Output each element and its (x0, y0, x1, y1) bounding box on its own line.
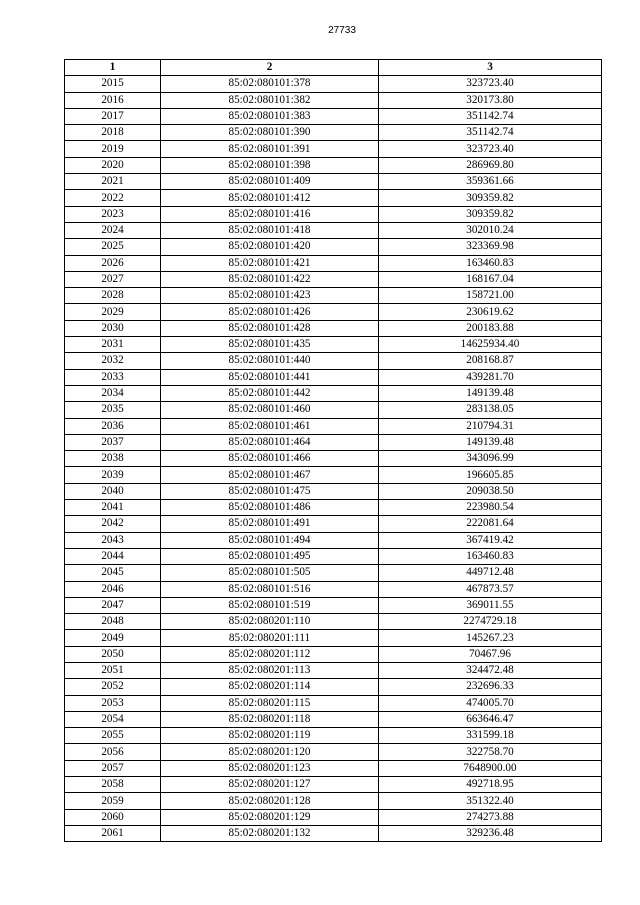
row-number-cell: 2057 (65, 760, 161, 776)
row-number-cell: 2053 (65, 695, 161, 711)
table-row (65, 825, 602, 841)
cadastral-number-cell: 85:02:080101:420 (161, 239, 379, 255)
cadastral-number-cell: 85:02:080101:378 (161, 76, 379, 92)
row-number-cell: 2048 (65, 614, 161, 630)
table-row (65, 174, 602, 190)
cadastral-number-cell: 85:02:080101:391 (161, 141, 379, 157)
table-row (65, 500, 602, 516)
row-number-cell: 2058 (65, 777, 161, 793)
table-row (65, 141, 602, 157)
cadastral-number-cell: 85:02:080201:118 (161, 711, 379, 727)
cadastral-number-cell: 85:02:080201:110 (161, 614, 379, 630)
table-row (65, 793, 602, 809)
cadastral-value-cell: 200183.88 (379, 320, 602, 336)
row-number-cell: 2033 (65, 369, 161, 385)
cadastral-number-cell: 85:02:080101:475 (161, 483, 379, 499)
cadastral-value-cell: 274273.88 (379, 809, 602, 825)
cadastral-number-cell: 85:02:080201:127 (161, 777, 379, 793)
cadastral-number-cell: 85:02:080101:428 (161, 320, 379, 336)
cadastral-number-cell: 85:02:080101:412 (161, 190, 379, 206)
row-number-cell: 2024 (65, 222, 161, 238)
row-number-cell: 2049 (65, 630, 161, 646)
table-row (65, 288, 602, 304)
cadastral-value-cell: 351142.74 (379, 108, 602, 124)
row-number-cell: 2039 (65, 467, 161, 483)
cadastral-number-cell: 85:02:080101:398 (161, 157, 379, 173)
table-row (65, 679, 602, 695)
column-header-3: 3 (379, 60, 602, 76)
cadastral-number-cell: 85:02:080101:464 (161, 434, 379, 450)
cadastral-value-cell: 149139.48 (379, 434, 602, 450)
row-number-cell: 2056 (65, 744, 161, 760)
table-header-row (65, 60, 602, 76)
row-number-cell: 2060 (65, 809, 161, 825)
table-row (65, 728, 602, 744)
cadastral-number-cell: 85:02:080101:426 (161, 304, 379, 320)
cadastral-number-cell: 85:02:080101:421 (161, 255, 379, 271)
cadastral-value-cell: 232696.33 (379, 679, 602, 695)
column-header-2: 2 (161, 60, 379, 76)
table-row (65, 434, 602, 450)
row-number-cell: 2052 (65, 679, 161, 695)
row-number-cell: 2015 (65, 76, 161, 92)
cadastral-value-cell: 367419.42 (379, 532, 602, 548)
row-number-cell: 2019 (65, 141, 161, 157)
cadastral-value-cell: 302010.24 (379, 222, 602, 238)
table-row (65, 532, 602, 548)
row-number-cell: 2055 (65, 728, 161, 744)
cadastral-value-cell: 196605.85 (379, 467, 602, 483)
row-number-cell: 2025 (65, 239, 161, 255)
cadastral-value-cell: 331599.18 (379, 728, 602, 744)
table-row (65, 646, 602, 662)
row-number-cell: 2035 (65, 402, 161, 418)
cadastral-value-cell: 323369.98 (379, 239, 602, 255)
table-row (65, 157, 602, 173)
table-row (65, 76, 602, 92)
row-number-cell: 2028 (65, 288, 161, 304)
table-row (65, 385, 602, 401)
table-row (65, 206, 602, 222)
table-row (65, 418, 602, 434)
table-row (65, 222, 602, 238)
cadastral-number-cell: 85:02:080201:120 (161, 744, 379, 760)
cadastral-value-cell: 467873.57 (379, 581, 602, 597)
cadastral-number-cell: 85:02:080101:494 (161, 532, 379, 548)
cadastral-number-cell: 85:02:080201:114 (161, 679, 379, 695)
table-row (65, 777, 602, 793)
cadastral-number-cell: 85:02:080101:435 (161, 337, 379, 353)
cadastral-number-cell: 85:02:080201:111 (161, 630, 379, 646)
cadastral-value-cell: 343096.99 (379, 451, 602, 467)
row-number-cell: 2054 (65, 711, 161, 727)
table-row (65, 581, 602, 597)
cadastral-number-cell: 85:02:080101:467 (161, 467, 379, 483)
cadastral-value-cell: 309359.82 (379, 190, 602, 206)
cadastral-value-cell: 359361.66 (379, 174, 602, 190)
cadastral-value-cell: 351142.74 (379, 125, 602, 141)
row-number-cell: 2029 (65, 304, 161, 320)
cadastral-value-cell: 158721.00 (379, 288, 602, 304)
table-row (65, 451, 602, 467)
row-number-cell: 2042 (65, 516, 161, 532)
cadastral-value-table (64, 59, 602, 842)
cadastral-number-cell: 85:02:080201:113 (161, 662, 379, 678)
cadastral-number-cell: 85:02:080101:390 (161, 125, 379, 141)
row-number-cell: 2027 (65, 271, 161, 287)
cadastral-number-cell: 85:02:080101:461 (161, 418, 379, 434)
row-number-cell: 2023 (65, 206, 161, 222)
table-row (65, 108, 602, 124)
row-number-cell: 2047 (65, 597, 161, 613)
cadastral-number-cell: 85:02:080101:486 (161, 500, 379, 516)
cadastral-number-cell: 85:02:080101:491 (161, 516, 379, 532)
row-number-cell: 2051 (65, 662, 161, 678)
table-row (65, 353, 602, 369)
cadastral-value-cell: 208168.87 (379, 353, 602, 369)
row-number-cell: 2026 (65, 255, 161, 271)
row-number-cell: 2050 (65, 646, 161, 662)
cadastral-number-cell: 85:02:080101:382 (161, 92, 379, 108)
cadastral-value-cell: 222081.64 (379, 516, 602, 532)
cadastral-value-cell: 163460.83 (379, 255, 602, 271)
row-number-cell: 2037 (65, 434, 161, 450)
page-number: 27733 (328, 25, 356, 36)
cadastral-value-cell: 449712.48 (379, 565, 602, 581)
table-row (65, 548, 602, 564)
table-row (65, 614, 602, 630)
cadastral-value-cell: 14625934.40 (379, 337, 602, 353)
cadastral-value-cell: 149139.48 (379, 385, 602, 401)
table-row (65, 662, 602, 678)
cadastral-value-cell: 7648900.00 (379, 760, 602, 776)
row-number-cell: 2032 (65, 353, 161, 369)
cadastral-number-cell: 85:02:080101:505 (161, 565, 379, 581)
cadastral-number-cell: 85:02:080101:442 (161, 385, 379, 401)
cadastral-number-cell: 85:02:080101:495 (161, 548, 379, 564)
cadastral-value-cell: 322758.70 (379, 744, 602, 760)
table-row (65, 255, 602, 271)
table-row (65, 402, 602, 418)
table-row (65, 239, 602, 255)
table-body (65, 76, 602, 842)
cadastral-value-cell: 163460.83 (379, 548, 602, 564)
row-number-cell: 2041 (65, 500, 161, 516)
row-number-cell: 2021 (65, 174, 161, 190)
table-row (65, 483, 602, 499)
cadastral-number-cell: 85:02:080101:416 (161, 206, 379, 222)
cadastral-number-cell: 85:02:080101:516 (161, 581, 379, 597)
row-number-cell: 2059 (65, 793, 161, 809)
cadastral-value-cell: 474005.70 (379, 695, 602, 711)
row-number-cell: 2017 (65, 108, 161, 124)
cadastral-value-cell: 223980.54 (379, 500, 602, 516)
row-number-cell: 2044 (65, 548, 161, 564)
cadastral-value-cell: 168167.04 (379, 271, 602, 287)
cadastral-value-cell: 320173.80 (379, 92, 602, 108)
cadastral-value-cell: 2274729.18 (379, 614, 602, 630)
cadastral-number-cell: 85:02:080101:418 (161, 222, 379, 238)
column-header-1: 1 (65, 60, 161, 76)
cadastral-value-cell: 369011.55 (379, 597, 602, 613)
table-row (65, 304, 602, 320)
row-number-cell: 2061 (65, 825, 161, 841)
table-row (65, 190, 602, 206)
row-number-cell: 2043 (65, 532, 161, 548)
row-number-cell: 2020 (65, 157, 161, 173)
row-number-cell: 2030 (65, 320, 161, 336)
cadastral-value-cell: 230619.62 (379, 304, 602, 320)
table-row (65, 597, 602, 613)
row-number-cell: 2022 (65, 190, 161, 206)
cadastral-value-cell: 286969.80 (379, 157, 602, 173)
cadastral-number-cell: 85:02:080101:466 (161, 451, 379, 467)
cadastral-number-cell: 85:02:080101:383 (161, 108, 379, 124)
table-row (65, 695, 602, 711)
table-row (65, 809, 602, 825)
table-row (65, 125, 602, 141)
row-number-cell: 2038 (65, 451, 161, 467)
table-row (65, 711, 602, 727)
row-number-cell: 2034 (65, 385, 161, 401)
cadastral-value-cell: 439281.70 (379, 369, 602, 385)
cadastral-value-cell: 663646.47 (379, 711, 602, 727)
table-row (65, 516, 602, 532)
cadastral-number-cell: 85:02:080101:440 (161, 353, 379, 369)
cadastral-number-cell: 85:02:080201:123 (161, 760, 379, 776)
cadastral-value-cell: 283138.05 (379, 402, 602, 418)
cadastral-number-cell: 85:02:080201:119 (161, 728, 379, 744)
table-row (65, 271, 602, 287)
table-row (65, 565, 602, 581)
cadastral-number-cell: 85:02:080101:519 (161, 597, 379, 613)
cadastral-value-cell: 323723.40 (379, 76, 602, 92)
cadastral-number-cell: 85:02:080101:460 (161, 402, 379, 418)
cadastral-value-cell: 145267.23 (379, 630, 602, 646)
table-row (65, 467, 602, 483)
table-row (65, 744, 602, 760)
cadastral-value-cell: 329236.48 (379, 825, 602, 841)
row-number-cell: 2018 (65, 125, 161, 141)
row-number-cell: 2045 (65, 565, 161, 581)
cadastral-value-cell: 70467.96 (379, 646, 602, 662)
cadastral-value-cell: 209038.50 (379, 483, 602, 499)
table-row (65, 760, 602, 776)
table-row (65, 630, 602, 646)
table-row (65, 320, 602, 336)
cadastral-number-cell: 85:02:080101:441 (161, 369, 379, 385)
row-number-cell: 2031 (65, 337, 161, 353)
cadastral-value-cell: 323723.40 (379, 141, 602, 157)
cadastral-value-cell: 309359.82 (379, 206, 602, 222)
cadastral-number-cell: 85:02:080101:422 (161, 271, 379, 287)
cadastral-number-cell: 85:02:080201:112 (161, 646, 379, 662)
row-number-cell: 2040 (65, 483, 161, 499)
row-number-cell: 2046 (65, 581, 161, 597)
cadastral-number-cell: 85:02:080101:423 (161, 288, 379, 304)
cadastral-number-cell: 85:02:080201:128 (161, 793, 379, 809)
row-number-cell: 2016 (65, 92, 161, 108)
cadastral-value-cell: 351322.40 (379, 793, 602, 809)
table-row (65, 92, 602, 108)
row-number-cell: 2036 (65, 418, 161, 434)
cadastral-number-cell: 85:02:080201:115 (161, 695, 379, 711)
cadastral-value-cell: 210794.31 (379, 418, 602, 434)
cadastral-number-cell: 85:02:080101:409 (161, 174, 379, 190)
cadastral-number-cell: 85:02:080201:132 (161, 825, 379, 841)
table-row (65, 369, 602, 385)
cadastral-value-cell: 492718.95 (379, 777, 602, 793)
table-row (65, 337, 602, 353)
cadastral-value-cell: 324472.48 (379, 662, 602, 678)
cadastral-number-cell: 85:02:080201:129 (161, 809, 379, 825)
